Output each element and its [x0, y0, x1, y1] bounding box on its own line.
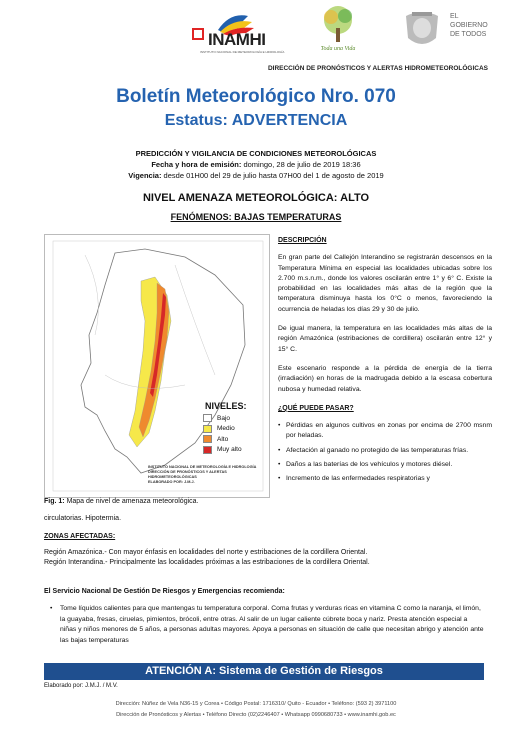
description-heading: DESCRIPCIÓN: [278, 237, 327, 244]
map-credits: INSTITUTO NACIONAL DE METEOROLOGÍA E HIDROLOGÍA DIRECCIÓN DE PRONÓSTICOS Y ALERTAS HIDROMETEOROLÓGICAS ELABORADO POR: J.M.J.: [148, 465, 257, 484]
legend-swatch: [203, 414, 212, 422]
inamhi-wordmark: INAMHI: [208, 30, 266, 49]
legend-item-alto: Alto: [203, 434, 242, 445]
threat-map: [44, 234, 270, 498]
legend-item-bajo: Bajo: [203, 413, 242, 424]
gobierno-text: EL GOBIERNO DE TODOS: [450, 13, 488, 38]
inamhi-subtitle: INSTITUTO NACIONAL DE METEOROLOGÍA E HIDROLOGÍA: [200, 50, 285, 54]
impacts-heading: ¿QUÉ PUEDE PASAR?: [278, 404, 354, 412]
list-item: • Daños a las baterías de los vehículos y motores diésel.: [278, 460, 492, 470]
affected-zones: [44, 532, 484, 569]
list-item: • Afectación al ganado no protegido de las temperaturas frías.: [278, 446, 492, 456]
ecuador-map-icon: [45, 235, 269, 497]
description-column: [278, 236, 492, 489]
coat-of-arms-icon: [402, 8, 442, 52]
list-continuation: circulatorias. Hipotermia.: [44, 515, 122, 522]
vigencia-label: Vigencia:: [128, 171, 162, 180]
bulletin-info: [0, 148, 512, 181]
bulletin-status: Estatus: ADVERTENCIA: [164, 112, 348, 129]
legend-swatch: [203, 446, 212, 454]
tree-text: Toda una Vida: [320, 46, 356, 52]
footer-address: Dirección: Núñez de Vela N36-15 y Corea • Código Postal: 1716310/ Quito - Ecuador • Teléfono: (593 2) 3971100: [115, 701, 397, 707]
zones-heading: ZONAS AFECTADAS:: [44, 533, 116, 540]
emision-label: Fecha y hora de emisión:: [151, 160, 242, 169]
list-item: • Incremento de las enfermedades respiratorias y: [278, 474, 492, 484]
map-legend: [203, 413, 242, 455]
header: [0, 0, 512, 80]
phenomena: FENÓMENOS: BAJAS TEMPERATURAS: [170, 212, 342, 222]
footer-contact: Dirección de Pronósticos y Alertas • Teléfono Directo (02)2246407 • Whatsapp 0990680733 • www.inamhi.gob.ec: [116, 712, 396, 718]
direccion-header: DIRECCIÓN DE PRONÓSTICOS Y ALERTAS HIDROMETEOROLÓGICAS: [267, 65, 488, 72]
info-heading: PREDICCIÓN Y VIGILANCIA DE CONDICIONES METEOROLÓGICAS: [135, 149, 377, 158]
emision-value: domingo, 28 de julio de 2019 18:36: [241, 160, 361, 169]
bullet-icon: •: [50, 605, 53, 612]
description-paragraph-3: Este escenario responde a la pérdida de energía de la tierra (irradiación) en horas de la madrugada debido a la escasa cobertura nubosa y humedad relativa.: [278, 364, 492, 393]
legend-item-muy-alto: Muy alto: [203, 445, 242, 456]
attention-banner: ATENCIÓN A: Sistema de Gestión de Riesgos: [44, 663, 484, 680]
vigencia-value: desde 01H00 del 29 de julio hasta 07H00 del 1 de agosto de 2019: [161, 171, 384, 180]
legend-swatch: [203, 425, 212, 433]
impacts-list: [278, 421, 492, 484]
zone-amazonica: Región Amazónica.- Con mayor énfasis en localidades del norte y estribaciones de la cordillera Oriental.: [44, 548, 368, 556]
map-caption: Fig. 1: Mapa de nivel de amenaza meteorológica.: [44, 498, 199, 505]
elaborated-by: Elaborado por: J.M.J. / M.V.: [44, 683, 118, 689]
footer: [0, 699, 512, 721]
list-item: • Pérdidas en algunos cultivos en zonas por encima de 2700 msnm por heladas.: [278, 421, 492, 442]
bulletin-title: Boletín Meteorológico Nro. 070: [116, 86, 396, 107]
zone-interandina: Región Interandina.- Principalmente las localidades próximas a las estribaciones de la cordillera Oriental.: [44, 559, 370, 566]
legend-swatch: [203, 435, 212, 443]
description-paragraph-2: De igual manera, la temperatura en las localidades más altas de la región Amazónica (estribaciones de cordillera) oscilarán entre 12° y 15° C.: [278, 325, 492, 353]
legend-title: NIVELES:: [205, 401, 247, 411]
toda-una-vida-tree-icon: [318, 4, 358, 54]
threat-level: NIVEL AMENAZA METEOROLÓGICA: ALTO: [142, 192, 370, 204]
recommendations-heading: El Servicio Nacional De Gestión De Riesgos y Emergencias recomienda:: [44, 588, 285, 595]
recommendations-text: • Tome líquidos calientes para que mantengas tu temperatura corporal. Coma frutas y verduras ricas en vitamina C como la naranja, el limón, la guayaba, fresas, ciruelas, pimientos, brócoli, entre otras. Al salir de un lugar caliente cúbrete boca y nariz. Presta atención especial a niñas y niños menores de 5 años, a personas adultas mayores. Apoya a personas en situación de calle que necesitan abrigo y atención ante las bajas temperaturas: [50, 605, 484, 644]
description-paragraph-1: En gran parte del Callejón Interandino se registrarán descensos en la Temperatura Mínima en especial las localidades ubicadas sobre los 2.700 m.s.n.m., donde los valores oscilarán entre 1° y 6° C. Existe la probabilidad en las localidades más altas de la región que la temperatura disminuya hasta los 0°C o menos, favoreciendo la ocurrencia de heladas los días 29 y 30 de julio.: [278, 254, 492, 313]
legend-item-medio: Medio: [203, 424, 242, 435]
